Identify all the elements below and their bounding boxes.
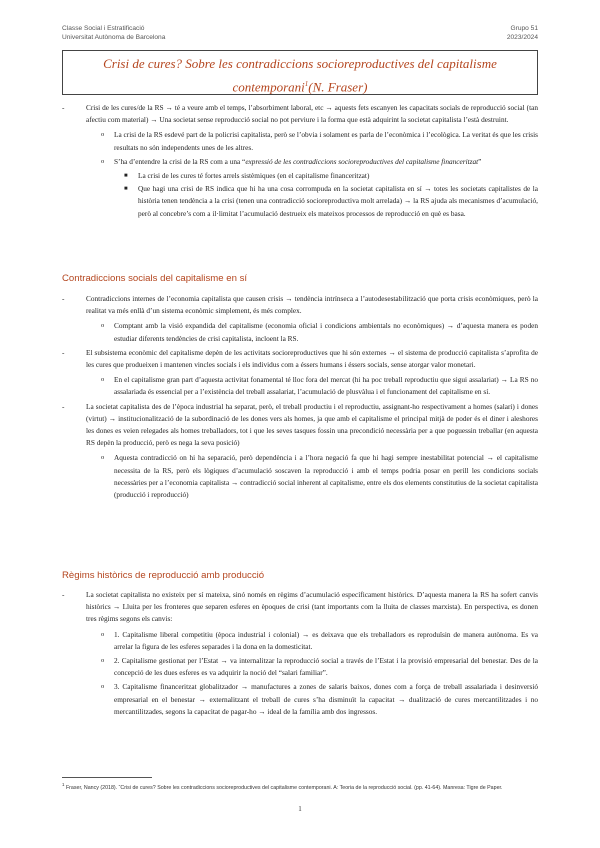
intro-block [62, 102, 538, 221]
list-item: - La societat capitalista des de l’època industrial ha separat, però, el treball productiu i el reproductiu, assignant-ho respectivament a homes (salari) i dones (virtut) → institucionalització de la subordinació de les dones vers als homes, ja que amb el capitalisme el principal mitjà de poder és el diner i aleshores les dones es veien relegades als homes treballadors, tot i que les seves tasques fossin una precondició necessària per a que poguessin treballar (en aquesta RS depèn la producció, però es nega la seva posició) [62, 401, 538, 448]
header-course: Classe Social i Estratificació [62, 25, 145, 32]
list-item: o Aquesta contradicció on hi ha separació, però dependència i a l’hora negació fa que hi hagi sempre inestabilitat potencial → el capitalisme necessita de la RS, però els lògiques d’acumulació soscaven la reproducció i amb el temps podria posar en perill les condicions socials necessàries per a l’economia capitalista → contradicció social inherent al capitalisme, entre els dos elements constitutius de la societat capitalista (producció i reproducció) [101, 453, 538, 500]
dash-bullet-icon: - [62, 294, 65, 303]
list-item: o En el capitalisme gran part d’aquesta activitat fonamental té lloc fora del mercat (hi ha poc treball reproductiu que sigui assalariat) → La RS no assalariada és essencial per a l’existència del treball assalariat, l’acumulació de plusvàlua i el funcionament del capitalisme en sí. [101, 375, 538, 397]
header-right [507, 25, 538, 43]
list-item: o La crisi de la RS esdevé part de la policrisi capitalista, però se l’obvia i solament es parla de l’econòmica i l’ecològica. La veritat és que les crisis resultats no són independents unes de les altres. [101, 130, 538, 152]
list-item: - Contradiccions internes de l’economia capitalista que causen crisis → tendència intrínseca a l’autodesestabilització que porta crisis econòmiques, però la realitat va més enllà d’un sistema econòmic simplement, és més complex. [62, 294, 538, 316]
dash-bullet-icon: - [62, 347, 65, 357]
title-line1: Crisi de cures? Sobre les contradiccions socioreproductives del capitalisme [103, 56, 497, 71]
list-item: - El subsistema econòmic del capitalisme depèn de les activitats socioreproductives que hi són externes → el sistema de producció capitalista s’aprofita de les cures que produeixen i mantenen vincles socials i els individus com a éssers humans i éssers socials, sense atorgar valor monetari. [62, 347, 538, 370]
page-title [63, 53, 537, 97]
list-item: o 2. Capitalisme gestionat per l’Estat → va internalitzar la reproducció social a través de l’Estat i la provisió empresarial del benestar. Des de la concepció de les dues esferes es va adquirir la noció del “salari familiar”. [101, 656, 538, 678]
title-box [62, 50, 538, 95]
title-line2: contemporani [232, 79, 305, 95]
section2-block [62, 589, 538, 720]
circle-bullet-icon: o [101, 454, 105, 462]
circle-bullet-icon: o [101, 322, 105, 330]
list-item: - La societat capitalista no existeix per sí mateixa, sinó només en règims d’acumulació específicament històrics. D’aquesta manera la RS ha sofert canvis històrics → Lluita per les fronteres que separen esferes en èpoques de crisi (tant importants com la lluita de classes marxista). En perspectiva, es donen tres règims segons els canvis: [62, 590, 538, 624]
section1-block [62, 293, 538, 503]
footnote-ref[interactable]: 1 [304, 80, 309, 88]
dash-bullet-icon: - [62, 401, 65, 411]
header-year: 2023/2024 [506, 33, 538, 41]
header-university: Universitat Autònoma de Barcelona [62, 33, 166, 41]
section-heading-2: Règims històrics de reproducció amb producció [62, 570, 265, 581]
square-bullet-icon: ■ [124, 173, 128, 180]
footnote [62, 781, 538, 792]
list-item: o 3. Capitalisme financeritzat globalitzador → manufactures a zones de salaris baixos, dones com a força de treball assalariada i desinversió empresarial en el benestar → externalitzant el treball de cures s’ha disminuït la capacitat → dualització de cures mercantilitzades i no mercantilitzades, segons la capacitat de pagar-ho → ideal de la família amb dos ingressos. [101, 682, 538, 716]
circle-bullet-icon: o [101, 131, 105, 139]
square-bullet-icon: ■ [124, 186, 128, 193]
list-item: ■ Que hagi una crisi de RS indica que hi ha una cosa corrompuda en la societat capitalista en sí → totes les societats capitalistes de la història tenen tendència a la crisi (tenen una contradicció socioreproductiva molt arrelada) → la RS ajuda als mecanismes d’acumulació, però al concebre’s com a il·limitat l’acumulació destrueix els mateixos processos de reproducció en què es basa. [124, 184, 538, 218]
list-item: o S’ha d’entendre la crisi de la RS com a una “expressió de les contradiccions socioreproductives del capitalisme financeritzat” [62, 156, 538, 168]
list-item: o 1. Capitalisme liberal competitiu (època industrial i colonial) → es deixava que els treballadors es reproduïsin de manera autònoma. Es va arrelar la figura de les esferes separades i la dona en la domesticitat. [101, 629, 538, 651]
footnote-number: 1 [62, 782, 65, 787]
title-author: (N. Fraser) [308, 79, 368, 95]
section-heading-1: Contradiccions socials del capitalisme en sí [62, 273, 248, 284]
header-left [62, 25, 165, 43]
footnote-text: Fraser, Nancy (2018). “Crisi de cures? Sobre les contradiccions socioreproductives del capitalisme contemporani. A: Teoria de la reproducció social. (pp. 41-64). Manresa: Tigre de Paper. [65, 784, 503, 791]
list-item: o Comptant amb la visió expandida del capitalisme (economia oficial i condicions ambientals no econòmiques) → d’aquesta manera es poden estudiar diferents tendències de crisi capitalista, incloent la RS. [101, 321, 538, 343]
page-number: 1 [298, 805, 302, 813]
list-item: - Crisi de les cures/de la RS → té a veure amb el temps, l’absorbiment laboral, etc → aquests fets escanyen les capacitats socials de reproducció social (tan afectiu com material) → Una societat sense reproducció social no pot perviure i la forma que està adquirint la societat capitalista l’està destruint. [62, 103, 538, 125]
circle-bullet-icon: o [101, 657, 105, 665]
dash-bullet-icon: - [62, 590, 65, 599]
circle-bullet-icon: o [101, 157, 105, 165]
circle-bullet-icon: o [101, 683, 105, 691]
list-item: ■ La crisi de les cures té fortes arrels sistèmiques (en el capitalisme financeritzat) [62, 170, 538, 182]
header-group: Grupo 51 [510, 25, 538, 32]
dash-bullet-icon: - [62, 103, 65, 112]
footnote-divider [62, 777, 152, 778]
circle-bullet-icon: o [101, 376, 105, 384]
circle-bullet-icon: o [101, 630, 105, 638]
